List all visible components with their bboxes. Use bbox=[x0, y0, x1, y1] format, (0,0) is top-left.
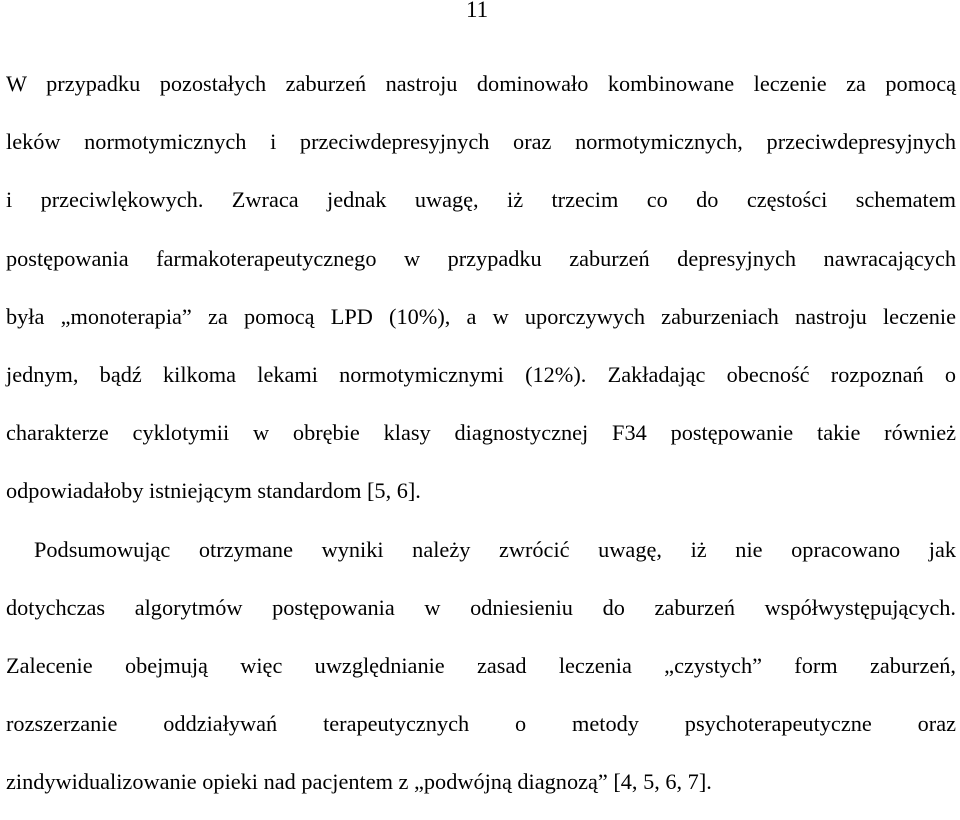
text-line: i przeciwlękowych. Zwraca jednak uwagę, iż trzecim co do częstości schematem bbox=[6, 180, 956, 238]
text-line: była „monoterapia” za pomocą LPD (10%), a w uporczywych zaburzeniach nastroju leczenie bbox=[6, 297, 956, 355]
text-line: W przypadku pozostałych zaburzeń nastroju dominowało kombinowane leczenie za pomocą bbox=[6, 64, 956, 122]
text-line: Zalecenie obejmują więc uwzględnianie zasad leczenia „czystych” form zaburzeń, bbox=[6, 646, 956, 704]
text-line: jednym, bądź kilkoma lekami normotymicznymi (12%). Zakładając obecność rozpoznań o bbox=[6, 355, 956, 413]
paragraph-2 bbox=[6, 530, 956, 820]
text-line: zindywidualizowanie opieki nad pacjentem z „podwójną diagnozą” [4, 5, 6, 7]. bbox=[6, 762, 956, 820]
text-line: Podsumowując otrzymane wyniki należy zwrócić uwagę, iż nie opracowano jak bbox=[6, 530, 956, 588]
text-line: odpowiadałoby istniejącym standardom [5, 6]. bbox=[6, 471, 956, 529]
text-line: leków normotymicznych i przeciwdepresyjnych oraz normotymicznych, przeciwdepresyjnych bbox=[6, 122, 956, 180]
text-line: charakterze cyklotymii w obrębie klasy diagnostycznej F34 postępowanie takie również bbox=[6, 413, 956, 471]
text-line: dotychczas algorytmów postępowania w odniesieniu do zaburzeń współwystępujących. bbox=[6, 588, 956, 646]
body-text bbox=[6, 64, 956, 820]
text-line: rozszerzanie oddziaływań terapeutycznych o metody psychoterapeutyczne oraz bbox=[6, 704, 956, 762]
text-line: postępowania farmakoterapeutycznego w przypadku zaburzeń depresyjnych nawracających bbox=[6, 239, 956, 297]
paragraph-1 bbox=[6, 64, 956, 530]
page-number: 11 bbox=[466, 0, 488, 28]
